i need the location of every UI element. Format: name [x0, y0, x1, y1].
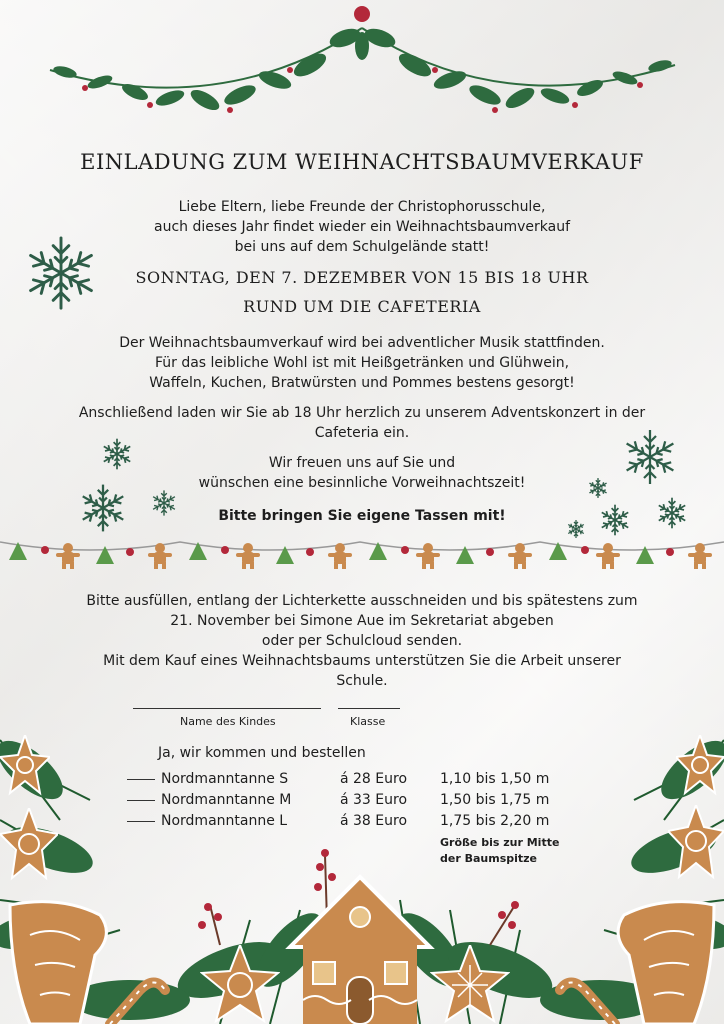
- tree-price: á 38 Euro: [340, 813, 408, 829]
- candy-cane-icon: [555, 975, 625, 1024]
- child-name-label: Name des Kindes: [180, 715, 276, 728]
- gingerbread-cookie-icon: [0, 895, 115, 1024]
- tree-size: 1,50 bis 1,75 m: [440, 792, 550, 808]
- page-title: EINLADUNG ZUM WEIHNACHTSBAUMVERKAUF: [80, 150, 644, 174]
- place-line: RUND UM DIE CAFETERIA: [243, 297, 481, 316]
- gingerbread-cookie-icon: [0, 808, 58, 882]
- snowflake-icon: [587, 477, 609, 499]
- candy-cane-icon: [100, 975, 170, 1024]
- snowflake-icon: [100, 437, 134, 471]
- garland-icon: [40, 0, 690, 135]
- gingerbread-house-icon: [285, 872, 435, 1024]
- date-line: SONNTAG, DEN 7. DEZEMBER VON 15 BIS 18 UHR: [135, 268, 589, 287]
- tree-size: 1,10 bis 1,50 m: [440, 771, 550, 787]
- gingerbread-cookie-icon: [430, 945, 510, 1024]
- gingerbread-garland-icon: [0, 530, 724, 580]
- snowflake-icon: [150, 489, 178, 517]
- snowflake-icon: [655, 496, 689, 530]
- gingerbread-cookie-icon: [676, 735, 724, 805]
- greeting-text: Wir freuen uns auf Sie und wünschen eine besinnliche Vorweihnachtszeit!: [198, 455, 526, 491]
- gingerbread-cookie-icon: [668, 805, 724, 881]
- gingerbread-cookie-icon: [0, 735, 50, 805]
- class-label: Klasse: [350, 715, 386, 728]
- snowflake-icon: [22, 232, 100, 314]
- cups-note: Bitte bringen Sie eigene Tassen mit!: [218, 508, 506, 524]
- concert-text: Anschließend laden wir Sie ab 18 Uhr herzlich zu unserem Adventskonzert in der Cafeteria ein.: [78, 405, 646, 441]
- size-note: Größe bis zur Mitte der Baumspitze: [440, 836, 560, 865]
- tree-price: á 28 Euro: [340, 771, 408, 787]
- intro-text: Liebe Eltern, liebe Freunde der Christophorusschule, auch dieses Jahr findet wieder ein Weihnachtsbaumverkauf bei uns auf dem Schulgelände statt!: [154, 199, 570, 255]
- gingerbread-cookie-icon: [200, 945, 280, 1024]
- tree-name: Nordmanntanne M: [161, 792, 292, 808]
- tree-size: 1,75 bis 2,20 m: [440, 813, 550, 829]
- tree-price: á 33 Euro: [340, 792, 408, 808]
- tree-name: Nordmanntanne S: [161, 771, 289, 787]
- snowflake-icon: [620, 426, 680, 488]
- snowflake-icon: [77, 482, 129, 534]
- music-text: Der Weihnachtsbaumverkauf wird bei adventlicher Musik stattfinden. Für das leibliche Wohl ist mit Heißgetränken und Glühwein, Waffeln, Kuchen, Bratwürsten und Pommes bestens gesorgt!: [119, 335, 605, 391]
- gingerbread-cookie-icon: [610, 895, 724, 1024]
- order-heading: Ja, wir kommen und bestellen: [158, 745, 366, 761]
- tree-name: Nordmanntanne L: [161, 813, 288, 829]
- form-instructions: Bitte ausfüllen, entlang der Lichterkette ausschneiden und bis spätestens zum 21. November bei Simone Aue im Sekretariat abgeben oder per Schulcloud senden. Mit dem Kauf eines Weihnachtsbaums unterstützen Sie die Arbeit unserer Schule.: [86, 593, 638, 689]
